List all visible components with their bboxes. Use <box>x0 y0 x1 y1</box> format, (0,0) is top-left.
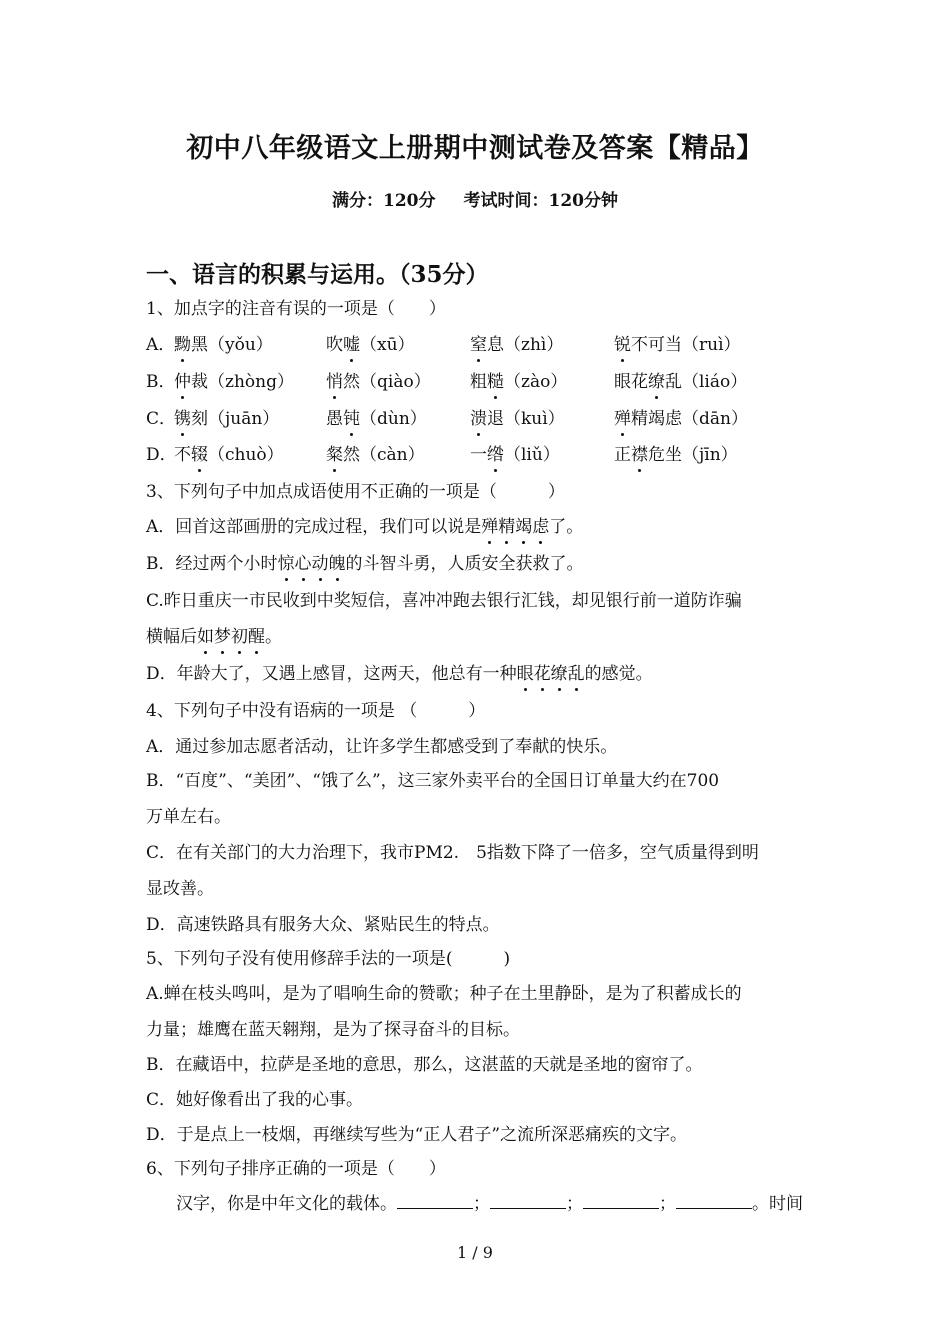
exam-time: 考试时间：120分钟 <box>463 191 618 211</box>
q4-option-c-line1: C．在有关部门的大力治理下，我市PM2. 5指数下降了一倍多，空气质量得到明 <box>146 843 759 863</box>
full-score: 满分：120分 <box>332 191 436 211</box>
q4-option-d: D．高速铁路具有服务大众、紧贴民生的特点。 <box>146 915 500 935</box>
page-title: 初中八年级语文上册期中测试卷及答案【精品】 <box>186 133 764 164</box>
q4-option-b-line1: B．“百度”、“美团”、“饿了么”，这三家外卖平台的全国日订单量大约在700 <box>146 771 720 791</box>
answer-blank <box>676 1192 752 1209</box>
q3-option-c-line1: C.昨日重庆一市民收到中奖短信，喜冲冲跑去银行汇钱，却见银行前一道防诈骗 <box>146 591 742 611</box>
question-5-stem: 5、下列句子没有使用修辞手法的一项是( ) <box>146 949 511 969</box>
answer-blank <box>490 1192 566 1209</box>
section-heading: 一、语言的积累与运用。（35分） <box>146 261 489 288</box>
q4-option-b-line2: 万单左右。 <box>146 807 231 827</box>
q3-option-b: B．经过两个小时惊心动魄的斗智斗勇，人质安全获救了。 <box>146 549 584 574</box>
question-4-stem: 4、下列句子中没有语病的一项是 （ ） <box>146 701 486 721</box>
question-3-stem: 3、下列句子中加点成语使用不正确的一项是（ ） <box>146 482 565 502</box>
q5-option-d: D．于是点上一枝烟，再继续写些为“正人君子”之流所深恶痛疾的文字。 <box>146 1125 688 1145</box>
q3-option-d: D．年龄大了，又遇上感冒，这两天，他总有一种眼花缭乱的感觉。 <box>146 659 653 684</box>
answer-blank <box>583 1192 659 1209</box>
q5-option-b: B．在藏语中，拉萨是圣地的意思，那么，这湛蓝的天就是圣地的窗帘了。 <box>146 1055 703 1075</box>
q4-option-c-line2: 显改善。 <box>146 879 214 899</box>
question-1-stem: 1、加点字的注音有误的一项是（ ） <box>146 299 446 319</box>
exam-info <box>0 186 950 211</box>
q5-option-a-line2: 力量；雄鹰在蓝天翱翔，是为了探寻奋斗的目标。 <box>146 1020 520 1040</box>
q5-option-a-line1: A.蝉在枝头鸣叫，是为了唱响生命的赞歌；种子在土里静卧，是为了积蓄成长的 <box>146 984 742 1004</box>
answer-blank <box>397 1192 473 1209</box>
q6-passage: 汉字，你是中年文化的载体。 ； ； ； 。时间 <box>176 1194 803 1214</box>
q3-option-c-line2: 横幅后如梦初醒。 <box>146 622 282 647</box>
document-page: 初中八年级语文上册期中测试卷及答案【精品】 满分：120分 考试时间：120分钟 一、语言的积累与运用。（35分） 1、加点字的注音有误的一项是（ ） A． 黝黑（yǒu） 吹嘘（xū） 窒息（zhì） 锐不可当（ruì） B． 仲裁（zhòng） 悄然（qiào） 粗糙（zào） 眼花缭乱（liáo） C． 镌刻（juān） 愚钝（dùn） 溃退（kuì） 殚精竭虑（dān） D． 不辍（chuò） 粲然（càn） 一绺（liǔ） 正襟危坐（jīn） 3、下列句子中加点成语使用不正确的一项是（ ） A．回首这部画册的完成过程，我们可以说是殚精竭虑了。 B．经过两个小时惊心动魄的斗智斗勇，人质安全获救了。 C.昨日重庆一市民收到中奖短信，喜冲冲跑去银行汇钱，却见银行前一道防诈骗 横幅后如梦初醒。 D．年龄大了，又遇上感冒，这两天，他总有一种眼花缭乱的感觉。 4、下列句子中没有语病的一项是 （ ） A．通过参加志愿者活动，让许多学生都感受到了奉献的快乐。 B．“百度”、“美团”、“饿了么”，这三家外卖平台的全国日订单量大约在700 万单左右。 C．在有关部门的大力治理下，我市PM2. 5指数下降了一倍多，空气质量得到明 显改善。 D．高速铁路具有服务大众、紧贴民生的特点。 5、下列句子没有使用修辞手法的一项是( ) A.蝉在枝头鸣叫，是为了唱响生命的赞歌；种子在土里静卧，是为了积蓄成长的 力量；雄鹰在蓝天翱翔，是为了探寻奋斗的目标。 B．在藏语中，拉萨是圣地的意思，那么，这湛蓝的天就是圣地的窗帘了。 C．她好像看出了我的心事。 D．于是点上一枝烟，再继续写些为“正人君子”之流所深恶痛疾的文字。 6、下列句子排序正确的一项是（ ） 汉字，你是中年文化的载体。 ； ； ； 。时间 1 / 9 <box>0 0 950 1344</box>
q4-option-a: A．通过参加志愿者活动，让许多学生都感受到了奉献的快乐。 <box>146 737 618 757</box>
page-number: 1 / 9 <box>457 1243 493 1262</box>
q3-option-a: A．回首这部画册的完成过程，我们可以说是殚精竭虑了。 <box>146 512 583 537</box>
q5-option-c: C．她好像看出了我的心事。 <box>146 1090 364 1110</box>
question-6-stem: 6、下列句子排序正确的一项是（ ） <box>146 1159 446 1179</box>
